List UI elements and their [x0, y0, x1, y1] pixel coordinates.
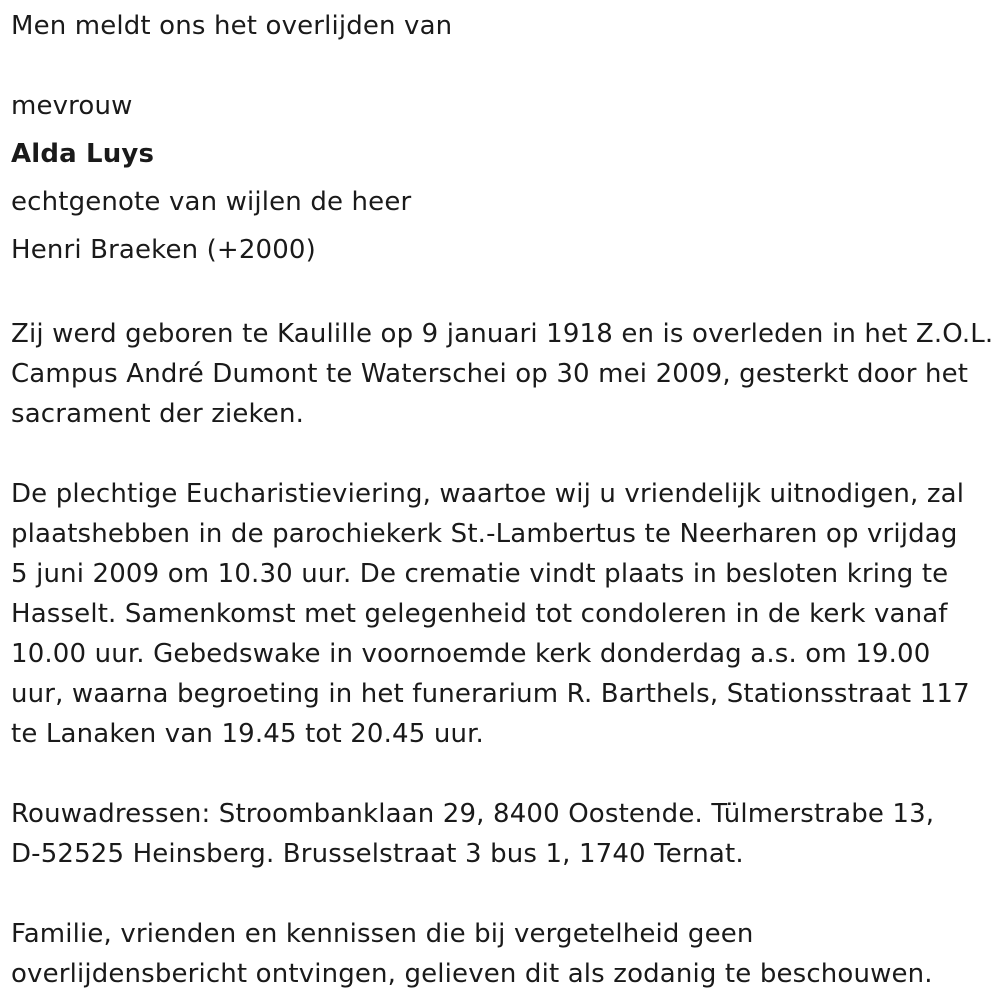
paragraph-line: 5 juni 2009 om 10.30 uur. De crematie vindt plaats in besloten kring te [11, 559, 949, 589]
spacer [11, 754, 996, 794]
paragraph-line: plaatshebben in de parochiekerk St.-Lambertus te Neerharen op vrijdag [11, 519, 958, 549]
birth-death-paragraph [11, 314, 996, 434]
deceased-block [11, 82, 996, 274]
spacer [11, 874, 996, 914]
address-paragraph [11, 794, 996, 874]
paragraph-line: D-52525 Heinsberg. Brusselstraat 3 bus 1, 1740 Ternat. [11, 839, 744, 869]
paragraph-line: Familie, vrienden en kennissen die bij vergetelheid geen [11, 919, 754, 949]
relation-text: echtgenote van wijlen de heer [11, 187, 412, 217]
paragraph-line: 10.00 uur. Gebedswake in voornoemde kerk donderdag a.s. om 19.00 [11, 639, 931, 669]
paragraph-line: sacrament der zieken. [11, 399, 304, 429]
deceased-name: Alda Luys [11, 139, 155, 169]
paragraph-line: Campus André Dumont te Waterschei op 30 mei 2009, gesterkt door het [11, 359, 969, 389]
paragraph-line: Hasselt. Samenkomst met gelegenheid tot condoleren in de kerk vanaf [11, 599, 948, 629]
paragraph-line: uur, waarna begroeting in het funerarium R. Barthels, Stationsstraat 117 [11, 679, 970, 709]
intro-text: Men meldt ons het overlijden van [11, 11, 453, 41]
title-word: mevrouw [11, 91, 133, 121]
paragraph-line: De plechtige Eucharistieviering, waartoe wij u vriendelijk uitnodigen, zal [11, 479, 965, 509]
spacer [11, 46, 996, 86]
closing-paragraph [11, 914, 996, 994]
death-notice [11, 6, 996, 994]
spouse-name: Henri Braeken (+2000) [11, 235, 316, 265]
paragraph-line: te Lanaken van 19.45 tot 20.45 uur. [11, 719, 484, 749]
paragraph-line: overlijdensbericht ontvingen, gelieven dit als zodanig te beschouwen. [11, 959, 933, 989]
spacer [11, 434, 996, 474]
ceremony-paragraph [11, 474, 996, 754]
spacer [11, 274, 996, 314]
paragraph-line: Rouwadressen: Stroombanklaan 29, 8400 Oostende. Tülmerstrabe 13, [11, 799, 935, 829]
paragraph-line: Zij werd geboren te Kaulille op 9 januari 1918 en is overleden in het Z.O.L. [11, 319, 994, 349]
